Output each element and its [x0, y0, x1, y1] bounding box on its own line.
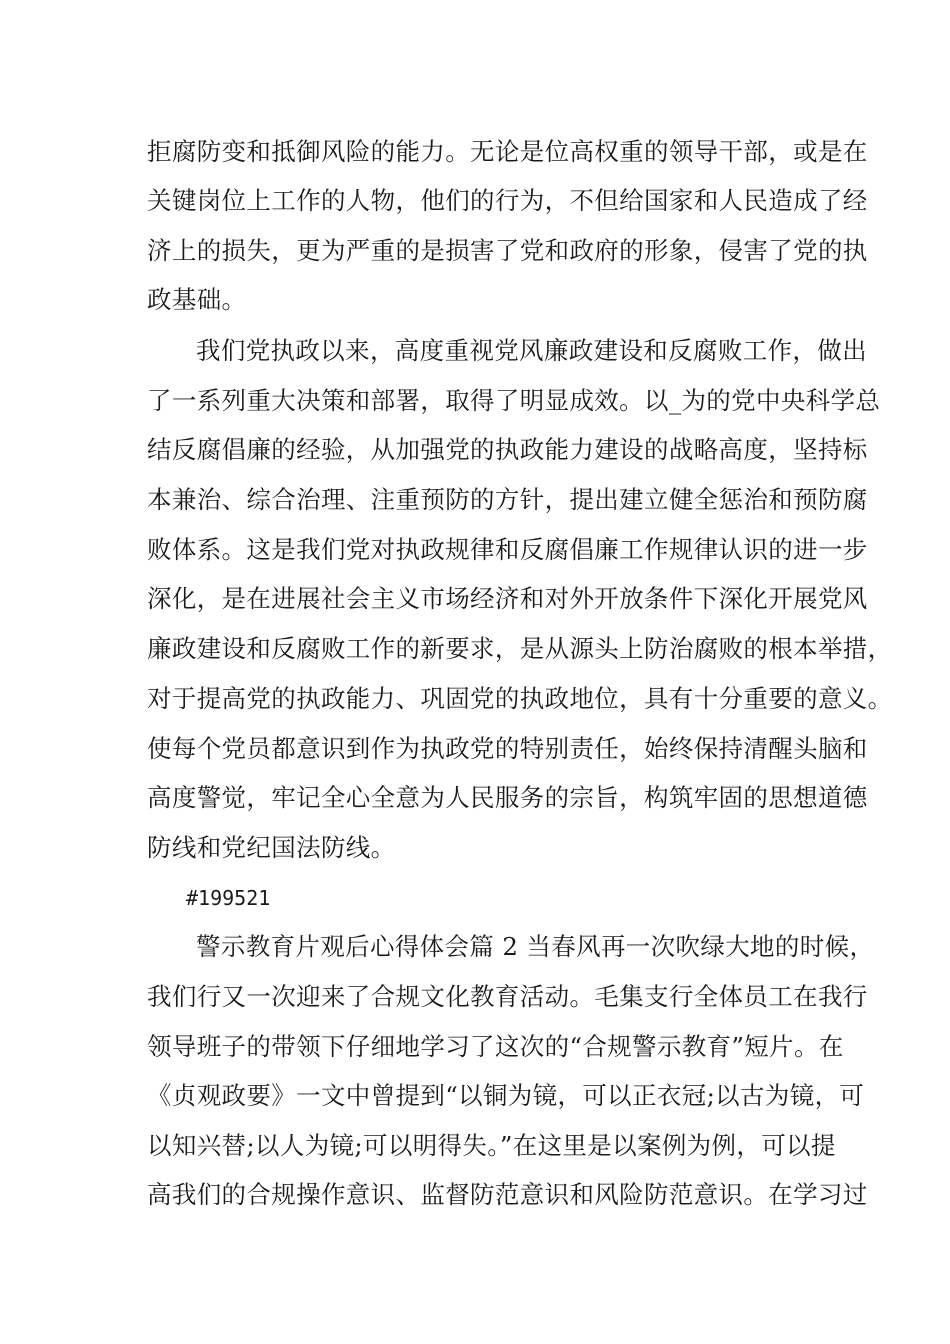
- text-line: 结反腐倡廉的经验，从加强党的执政能力建设的战略高度，坚持标: [147, 435, 868, 464]
- text-line: 使每个党员都意识到作为执政党的特别责任，始终保持清醒头脑和: [147, 734, 868, 763]
- text-line: 以知兴替;以人为镜;可以明得失。”在这里是以案例为例，可以提: [147, 1131, 836, 1160]
- text-line: 廉政建设和反腐败工作的新要求，是从源头上防治腐败的根本举措，: [147, 634, 893, 663]
- text-line: 深化，是在进展社会主义市场经济和对外开放条件下深化开展党风: [147, 584, 868, 613]
- text-line: 我们行又一次迎来了合规文化教育活动。毛集支行全体员工在我行: [147, 982, 868, 1011]
- text-line: 对于提高党的执政能力、巩固党的执政地位，具有十分重要的意义。: [147, 684, 893, 713]
- text-line: 拒腐防变和抵御风险的能力。无论是位高权重的领导干部，或是在: [147, 137, 868, 166]
- text-line: 济上的损失，更为严重的是损害了党和政府的形象，侵害了党的执: [147, 236, 868, 265]
- text-line: 我们党执政以来，高度重视党风廉政建设和反腐败工作，做出: [196, 336, 867, 365]
- document-tag: #199521: [186, 886, 271, 910]
- text-line: 《贞观政要》一文中曾提到“以铜为镜，可以正衣冠;以古为镜，可: [147, 1081, 865, 1110]
- text-line: 本兼治、综合治理、注重预防的方针，提出建立健全惩治和预防腐: [147, 485, 868, 514]
- text-line: 高度警觉，牢记全心全意为人民服务的宗旨，构筑牢固的思想道德: [147, 783, 868, 812]
- text-line: 领导班子的带领下仔细地学习了这次的“合规警示教育”短片。在: [147, 1032, 844, 1061]
- text-line: 防线和党纪国法防线。: [147, 833, 396, 862]
- text-line: 政基础。: [147, 285, 247, 314]
- text-line: 高我们的合规操作意识、监督防范意识和风险防范意识。在学习过: [147, 1180, 868, 1209]
- text-line: 败体系。这是我们党对执政规律和反腐倡廉工作规律认识的进一步: [147, 535, 868, 564]
- text-line: 关键岗位上工作的人物，他们的行为，不但给国家和人民造成了经: [147, 186, 868, 215]
- text-line: 警示教育片观后心得体会篇 2 当春风再一次吹绿大地的时候，: [196, 932, 875, 961]
- text-line: 了一系列重大决策和部署，取得了明显成效。以_为的党中央科学总: [147, 386, 881, 415]
